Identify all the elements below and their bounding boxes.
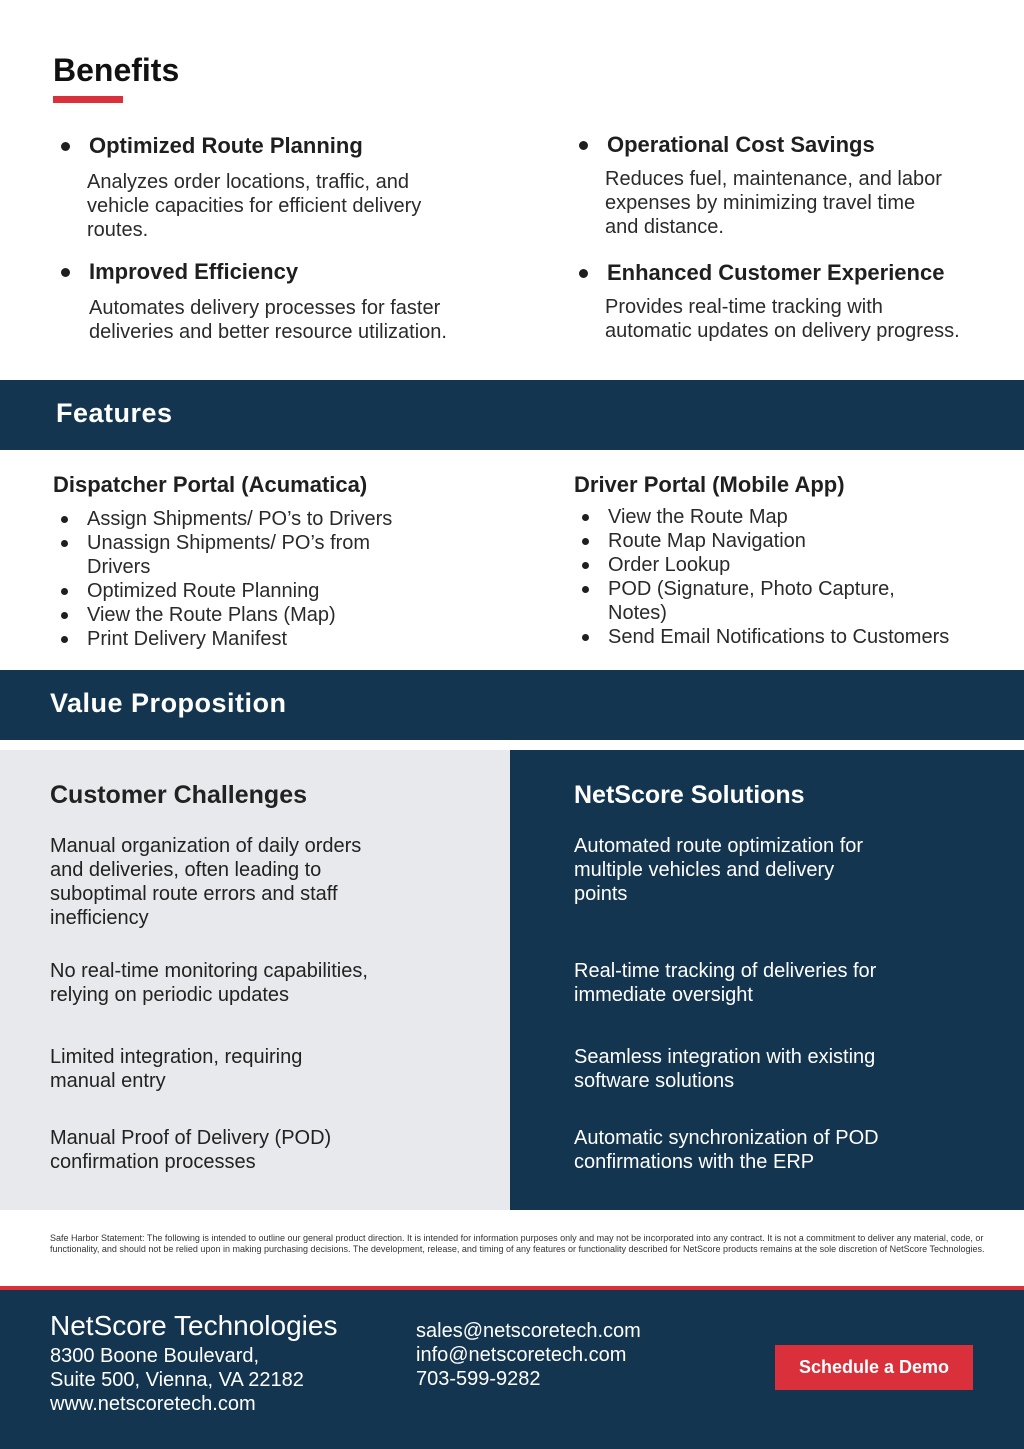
solution-item: Automatic synchronization of POD confirmations with the ERP bbox=[574, 1127, 879, 1173]
safe-harbor-statement: Safe Harbor Statement: The following is intended to outline our general product direction. It is intended for information purposes only and may not be incorporated into any contract. It is not a commitment to deliver any material, code, or functionality, and should not be relied upon in making purchasing decisions. The development, release, and timing of any features or functionality described for NetScore products remains at the sole discretion of NetScore Technologies. bbox=[50, 1233, 985, 1254]
bullet-icon bbox=[579, 269, 588, 278]
value-proposition-header-bar bbox=[0, 670, 1024, 740]
list-item: POD (Signature, Photo Capture, bbox=[574, 577, 1019, 601]
bullet-icon bbox=[61, 540, 68, 547]
bullet-icon bbox=[61, 612, 68, 619]
benefit-item bbox=[53, 258, 473, 344]
list-item-continuation: Drivers bbox=[87, 556, 151, 578]
netscore-solutions-panel bbox=[510, 750, 1024, 1210]
benefit-title: Operational Cost Savings bbox=[607, 132, 875, 157]
solution-item: Automated route optimization for multiple vehicles and delivery points bbox=[574, 835, 864, 905]
bullet-icon bbox=[582, 634, 589, 641]
list-item-continuation: Notes) bbox=[608, 602, 667, 624]
bullet-icon bbox=[61, 142, 70, 151]
netscore-solutions-title: NetScore Solutions bbox=[574, 781, 805, 809]
dispatcher-feature-list bbox=[53, 507, 473, 651]
list-item: Optimized Route Planning bbox=[53, 579, 473, 603]
benefit-item bbox=[53, 132, 473, 242]
benefit-description: Provides real-time tracking with automatic updates on delivery progress. bbox=[605, 296, 960, 342]
challenge-item: Manual organization of daily orders and deliveries, often leading to suboptimal route errors and staff inefficiency bbox=[50, 835, 362, 929]
features-title: Features bbox=[56, 398, 173, 428]
info-email-link[interactable]: info@netscoretech.com bbox=[416, 1344, 627, 1366]
footer bbox=[0, 1290, 1024, 1449]
sales-email-link[interactable]: sales@netscoretech.com bbox=[416, 1320, 641, 1342]
bullet-icon bbox=[582, 586, 589, 593]
benefits-title: Benefits bbox=[53, 52, 180, 88]
website-link[interactable]: www.netscoretech.com bbox=[50, 1393, 256, 1415]
address-line-1: 8300 Boone Boulevard, bbox=[50, 1345, 260, 1367]
customer-challenges-title: Customer Challenges bbox=[50, 781, 308, 809]
list-item: Unassign Shipments/ PO’s from bbox=[53, 531, 473, 555]
benefit-title: Optimized Route Planning bbox=[89, 133, 363, 158]
phone-number[interactable]: 703-599-9282 bbox=[416, 1368, 541, 1390]
bullet-icon bbox=[61, 516, 68, 523]
list-item: Order Lookup bbox=[574, 553, 1019, 577]
benefit-title: Improved Efficiency bbox=[89, 259, 299, 284]
challenge-item: Limited integration, requiring manual entry bbox=[50, 1046, 303, 1092]
solution-item: Seamless integration with existing software solutions bbox=[574, 1046, 876, 1092]
schedule-demo-button[interactable]: Schedule a Demo bbox=[775, 1345, 973, 1390]
list-item: Assign Shipments/ PO’s to Drivers bbox=[53, 507, 473, 531]
list-item: View the Route Map bbox=[574, 505, 1019, 529]
driver-feature-list bbox=[574, 505, 1019, 649]
challenge-item: No real-time monitoring capabilities, relying on periodic updates bbox=[50, 960, 368, 1006]
list-item: Print Delivery Manifest bbox=[53, 627, 473, 651]
driver-portal bbox=[574, 471, 1019, 649]
challenge-item: Manual Proof of Delivery (POD) confirmation processes bbox=[50, 1127, 332, 1173]
benefits-underline bbox=[53, 96, 123, 103]
bullet-icon bbox=[61, 268, 70, 277]
benefit-title: Enhanced Customer Experience bbox=[607, 260, 945, 285]
benefit-description: Reduces fuel, maintenance, and labor expenses by minimizing travel time and distance. bbox=[605, 168, 942, 238]
list-item: Route Map Navigation bbox=[574, 529, 1019, 553]
bullet-icon bbox=[582, 514, 589, 521]
bullet-icon bbox=[61, 588, 68, 595]
driver-portal-title: Driver Portal (Mobile App) bbox=[574, 472, 845, 497]
list-item: View the Route Plans (Map) bbox=[53, 603, 473, 627]
list-item: Send Email Notifications to Customers bbox=[574, 625, 1019, 649]
address-line-2: Suite 500, Vienna, VA 22182 bbox=[50, 1369, 304, 1391]
benefit-item bbox=[571, 259, 1021, 343]
benefit-item bbox=[571, 131, 991, 239]
bullet-icon bbox=[582, 562, 589, 569]
solution-item: Real-time tracking of deliveries for immediate oversight bbox=[574, 960, 877, 1006]
benefit-description: Analyzes order locations, traffic, and vehicle capacities for efficient delivery routes. bbox=[87, 171, 422, 241]
company-name: NetScore Technologies bbox=[50, 1310, 338, 1341]
features-header-bar bbox=[0, 380, 1024, 450]
value-proposition-title: Value Proposition bbox=[50, 688, 287, 718]
dispatcher-portal-title: Dispatcher Portal (Acumatica) bbox=[53, 472, 368, 497]
bullet-icon bbox=[579, 141, 588, 150]
dispatcher-portal bbox=[53, 471, 473, 651]
bullet-icon bbox=[61, 636, 68, 643]
bullet-icon bbox=[582, 538, 589, 545]
customer-challenges-panel bbox=[0, 750, 510, 1210]
benefit-description: Automates delivery processes for faster deliveries and better resource utilization. bbox=[89, 297, 447, 343]
